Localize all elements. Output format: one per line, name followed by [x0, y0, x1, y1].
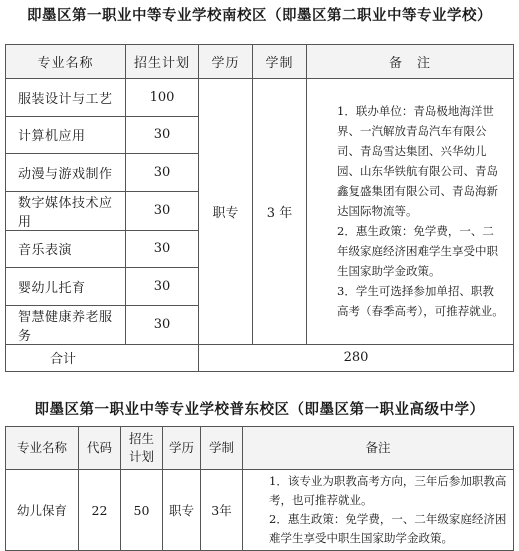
total-label: 合计	[6, 344, 199, 371]
plan-cell: 30	[126, 305, 199, 344]
table-header-row	[6, 45, 514, 79]
major-cell: 数字媒体技术应用	[6, 191, 126, 230]
duration-cell: 3 年	[253, 79, 307, 345]
major-cell: 智慧健康养老服务	[6, 305, 126, 344]
major-cell: 服装设计与工艺	[6, 79, 126, 117]
note-line: 2．惠生政策：免学费，一、二年级家庭经济困难学生享受中职生国家助学金政策。	[337, 224, 498, 279]
major-cell: 音乐表演	[6, 230, 126, 268]
table-row	[6, 470, 514, 551]
plan-cell: 30	[126, 230, 199, 268]
header-notes: 备注	[243, 427, 514, 470]
total-value: 280	[199, 344, 514, 371]
notes-cell	[307, 79, 514, 345]
header-notes: 备 注	[307, 45, 514, 79]
note-line: 1．该专业为职教高考方向，三年后参加职教高考，也可推荐就业。	[269, 474, 507, 507]
header-duration: 学制	[253, 45, 307, 79]
header-plan-label: 招生计划	[128, 431, 154, 464]
header-plan	[121, 427, 163, 470]
note-line: 1．联办单位：青岛极地海洋世界、一汽解放青岛汽车有限公司、青岛雪达集团、兴华幼儿园、山东华铁航有限公司、青岛鑫复盛集团有限公司、青岛海新达国际物流等。	[337, 104, 498, 219]
major-cell: 幼儿保育	[6, 470, 79, 551]
header-education: 学历	[199, 45, 253, 79]
header-major: 专业名称	[6, 427, 79, 470]
header-major: 专业名称	[6, 45, 126, 79]
plan-cell: 30	[126, 154, 199, 192]
major-cell: 动漫与游戏制作	[6, 154, 126, 192]
plan-cell: 30	[126, 116, 199, 154]
plan-cell: 50	[121, 470, 163, 551]
south-campus-table	[5, 44, 514, 372]
duration-cell: 3年	[201, 470, 243, 551]
education-cell: 职专	[163, 470, 201, 551]
total-row	[6, 344, 514, 371]
note-line: 2．惠生政策：免学费，一、二年级家庭经济困难学生享受中职生国家助学金政策。	[269, 512, 507, 545]
major-cell: 计算机应用	[6, 116, 126, 154]
major-cell: 婴幼儿托育	[6, 268, 126, 306]
education-cell: 职专	[199, 79, 253, 345]
header-education: 学历	[163, 427, 201, 470]
header-duration: 学制	[201, 427, 243, 470]
table-header-row	[6, 427, 514, 470]
east-campus-title: 即墨区第一职业中等专业学校普东校区（即墨区第一职业高级中学）	[34, 401, 485, 418]
table-row	[6, 79, 514, 117]
header-code: 代码	[79, 427, 121, 470]
plan-cell: 30	[126, 268, 199, 306]
south-campus-title: 即墨区第一职业中等专业学校南校区（即墨区第二职业中等专业学校）	[27, 7, 492, 24]
code-cell: 22	[79, 470, 121, 551]
plan-cell: 30	[126, 191, 199, 230]
plan-cell: 100	[126, 79, 199, 117]
note-line: 3．学生可选择参加单招、职教高考（春季高考），可推荐就业。	[337, 284, 504, 319]
east-campus-table	[5, 426, 514, 551]
header-plan: 招生计划	[126, 45, 199, 79]
notes-cell	[243, 470, 514, 551]
